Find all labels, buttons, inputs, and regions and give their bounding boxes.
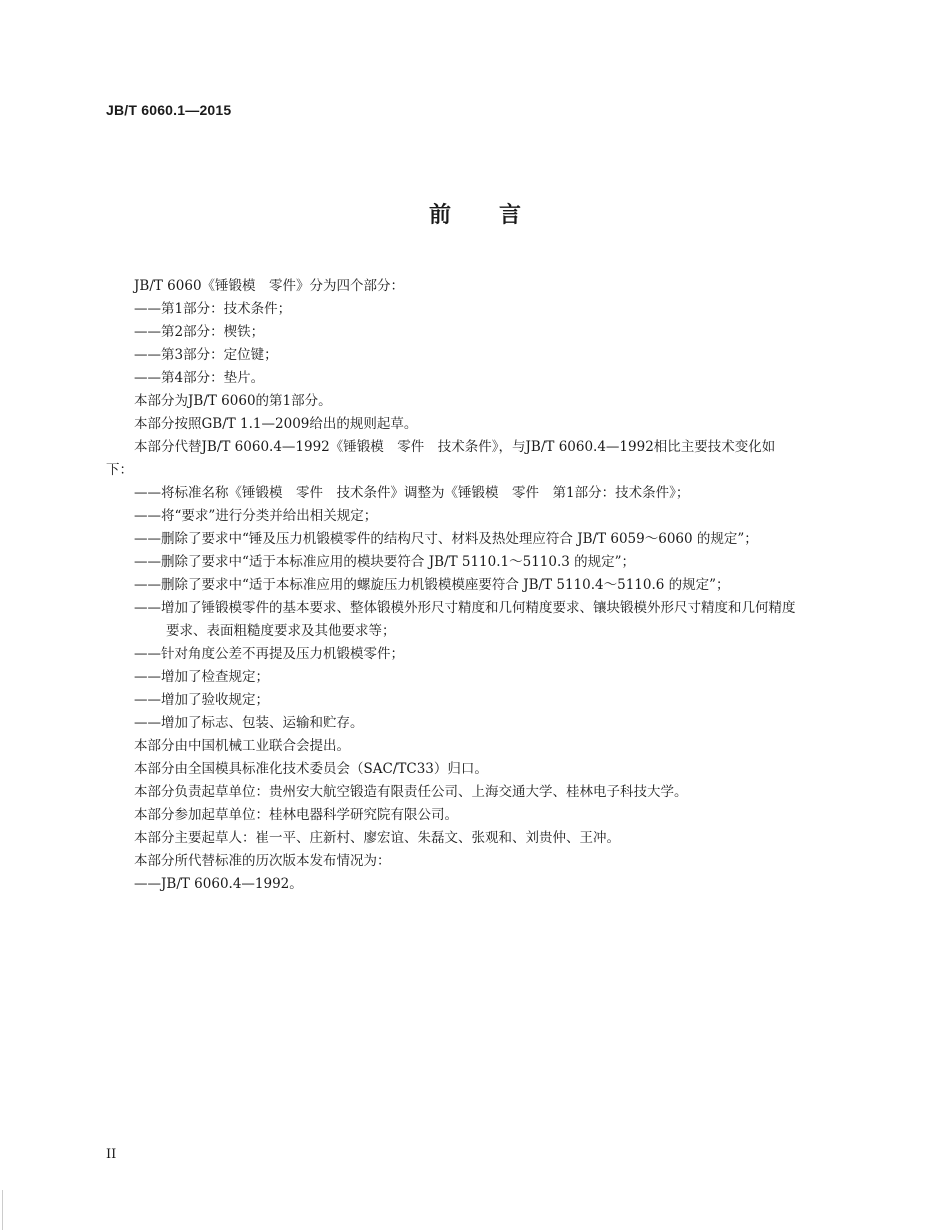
list-item: ——增加了锤锻模零件的基本要求、整体锻模外形尺寸精度和几何精度要求、镶块锻模外形尺寸精度和几何精度要求、表面粗糙度要求及其他要求等； (134, 600, 796, 639)
paragraph: 本部分主要起草人：崔一平、庄新村、廖宏谊、朱磊文、张观和、刘贵仲、王冲。 (134, 830, 620, 846)
list-item: ——删除了要求中“锤及压力机锻模零件的结构尺寸、材料及热处理应符合 JB/T 6059～6060 的规定”； (134, 531, 758, 547)
paragraph: 本部分为JB/T 6060的第1部分。 (134, 393, 332, 409)
list-item: ——将“要求”进行分类并给出相关规定； (134, 508, 378, 524)
paragraph: 本部分所代替标准的历次版本发布情况为： (134, 853, 391, 869)
list-item: ——增加了标志、包装、运输和贮存。 (134, 715, 364, 731)
foreword-body (106, 275, 796, 896)
paragraph: 本部分代替JB/T 6060.4—1992《锤锻模 零件 技术条件》，与JB/T 6060.4—1992相比主要技术变化如下： (106, 439, 776, 478)
paragraph: 本部分由全国模具标准化技术委员会（SAC/TC33）归口。 (134, 761, 488, 777)
list-item: ——增加了验收规定； (134, 692, 269, 708)
page-number: II (106, 1147, 117, 1162)
list-item: ——JB/T 6060.4—1992。 (134, 876, 303, 892)
paragraph: 本部分参加起草单位：桂林电器科学研究院有限公司。 (134, 807, 458, 823)
list-item: ——删除了要求中“适于本标准应用的螺旋压力机锻模模座要符合 JB/T 5110.4～5110.6 的规定”； (134, 577, 730, 593)
paragraph: 本部分由中国机械工业联合会提出。 (134, 738, 350, 754)
list-item: ——第2部分：楔铁； (134, 324, 265, 340)
list-item: ——将标准名称《锤锻模 零件 技术条件》调整为《锤锻模 零件 第1部分：技术条件》； (134, 485, 690, 501)
scan-edge-divider (2, 1190, 3, 1230)
list-item: ——第1部分：技术条件； (134, 301, 292, 317)
list-item: ——第3部分：定位键； (134, 347, 278, 363)
standard-code: JB/T 6060.1—2015 (106, 102, 232, 118)
list-item: ——针对角度公差不再提及压力机锻模零件； (134, 646, 404, 662)
page-title: 前言 (428, 203, 569, 228)
paragraph: 本部分按照GB/T 1.1—2009给出的规则起草。 (134, 416, 418, 432)
paragraph: JB/T 6060《锤锻模 零件》分为四个部分： (134, 278, 405, 294)
list-item: ——删除了要求中“适于本标准应用的模块要符合 JB/T 5110.1～5110.3 的规定”； (134, 554, 636, 570)
list-item: ——增加了检查规定； (134, 669, 269, 685)
paragraph: 本部分负责起草单位：贵州安大航空锻造有限责任公司、上海交通大学、桂林电子科技大学。 (134, 784, 688, 800)
list-item: ——第4部分：垫片。 (134, 370, 265, 386)
